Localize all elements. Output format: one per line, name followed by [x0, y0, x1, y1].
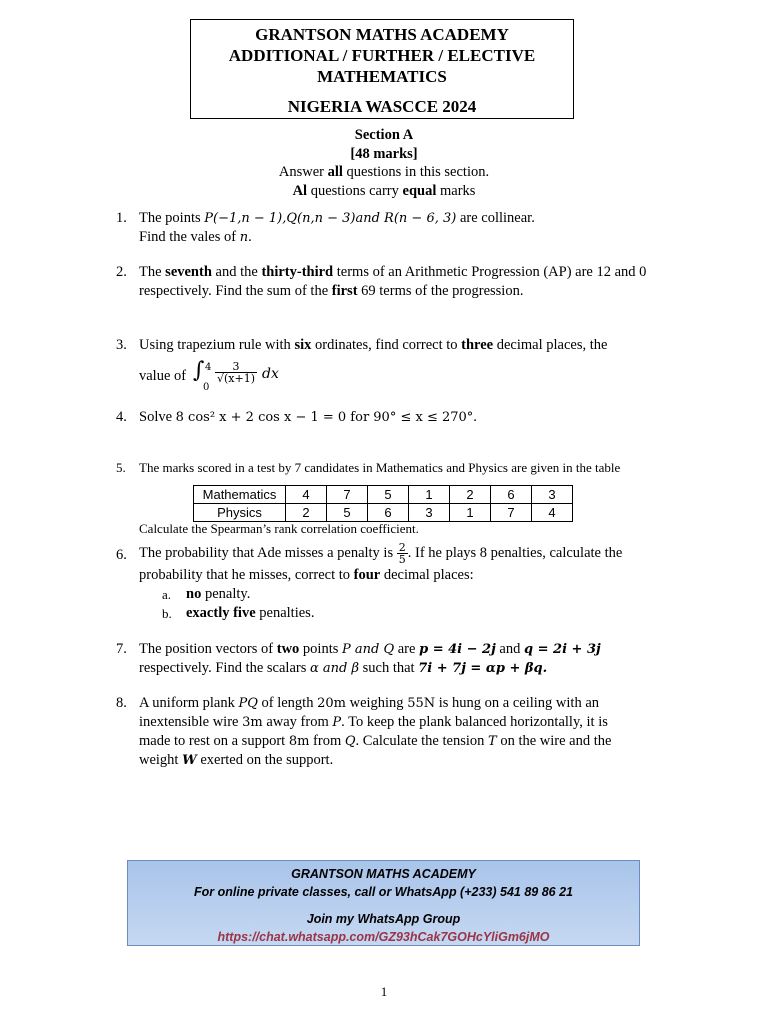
question-number: 8. — [116, 695, 127, 711]
section-marks: [48 marks] — [350, 145, 418, 162]
table-cell: 5 — [368, 486, 409, 504]
footer-academy: GRANTSON MATHS ACADEMY — [291, 867, 476, 881]
question-8: 8. A uniform plank PQ of length 20m weighing 55N is hung on a ceiling with an inextensible wire 3m away from P. To keep the plank balanced horizontally, it is made to rest on a support 8m from Q. Calculate the tension T on the wire and the weight W exerted on the support. — [116, 695, 612, 768]
table-cell: 6 — [491, 486, 532, 504]
spearman-instruction: Calculate the Spearman’s rank correlation coefficient. — [139, 521, 419, 536]
table-row — [194, 486, 573, 504]
question-number: 4. — [116, 409, 127, 425]
question-number: 6. — [116, 547, 127, 563]
footer-contact: For online private classes, call or WhatsApp (+233) 541 89 86 21 — [194, 885, 573, 899]
instruction-2: Al questions carry equal marks — [292, 182, 476, 199]
probability-fraction: $\frac{2}{5}$ — [398, 541, 406, 567]
table-cell: 1 — [409, 486, 450, 504]
scores-table-wrap — [193, 485, 573, 522]
section-title: Section A — [354, 127, 414, 143]
integral-sign: ∫ — [193, 358, 205, 383]
subject-line-2: MATHEMATICS — [317, 67, 447, 86]
integrand-fraction: $\frac{3}{√(x+1)}$ — [217, 360, 256, 385]
footer-join: Join my WhatsApp Group — [306, 912, 461, 926]
row-label: Mathematics — [194, 486, 286, 504]
table-cell: 7 — [327, 486, 368, 504]
table-cell: 3 — [409, 504, 450, 522]
page-number: 1 — [380, 984, 388, 999]
question-number: 1. — [116, 210, 127, 226]
part-b: b. exactly five penalties. — [162, 605, 315, 621]
table-cell: 7 — [491, 504, 532, 522]
integral-expression: value of ∫ 4 0 $\frac{3}{√(x+1)}$ dx — [139, 358, 279, 393]
table-cell: 2 — [286, 504, 327, 522]
table-cell: 4 — [286, 486, 327, 504]
row-label: Physics — [194, 504, 286, 522]
footer-banner — [127, 860, 640, 946]
title-box — [190, 19, 574, 119]
question-2: 2. The seventh and the thirty-third terms of an Arithmetic Progression (AP) are 12 and 0 respectively. Find the sum of the first 69 terms of the progression. — [116, 264, 647, 299]
question-6: 6. The probability that Ade misses a penalty is $\frac{2}{5}$ . If he plays 8 penalties, calculate the probability that he misses, correct to four decimal places: a. no penalty. b. exactly five penalties. — [116, 540, 676, 623]
question-1: 1. The points P(−1,n − 1),Q(n,n − 3)and R(n − 6, 3) are collinear. Find the vales of n. — [116, 210, 535, 245]
question-5 — [116, 458, 686, 477]
question-number: 2. — [116, 264, 127, 280]
question-5-text: The marks scored in a test by 7 candidates in Mathematics and Physics are given in the table — [139, 460, 621, 475]
trig-equation: 8 cos² x + 2 cos x − 1 = 0 for 90° ≤ x ≤ 270° — [175, 410, 474, 425]
table-cell: 1 — [450, 504, 491, 522]
table-cell: 4 — [532, 504, 573, 522]
table-row — [194, 504, 573, 522]
question-number: 5. — [116, 460, 126, 475]
table-cell: 6 — [368, 504, 409, 522]
scores-table — [193, 485, 573, 522]
points-expression: P(−1,n − 1),Q(n,n − 3)and R(n − 6, 3) — [204, 211, 457, 226]
section-heading — [0, 126, 768, 200]
academy-name: GRANTSON MATHS ACADEMY — [255, 25, 509, 44]
table-cell: 3 — [532, 486, 573, 504]
table-cell: 5 — [327, 504, 368, 522]
part-a: a. no penalty. — [162, 586, 251, 602]
whatsapp-group-link[interactable]: https://chat.whatsapp.com/GZ93hCak7GOHcYliGm6jMO — [217, 930, 550, 944]
question-7: 7. The position vectors of two points P and Q are p = 4i − 2j and q = 2i + 3j respectively. Find the scalars α and β such that 7i + 7j = αp + βq. — [116, 641, 601, 676]
question-number: 3. — [116, 337, 127, 353]
subject-line-1: ADDITIONAL / FURTHER / ELECTIVE — [228, 46, 536, 65]
instruction-1: Answer all questions in this section. — [278, 164, 490, 180]
question-3: 3. Using trapezium rule with six ordinates, find correct to three decimal places, the value of ∫ 4 0 $\frac{3}{√(x+1)}$ dx — [116, 336, 676, 391]
question-4: 4. Solve 8 cos² x + 2 cos x − 1 = 0 for 90° ≤ x ≤ 270°. — [116, 409, 477, 425]
question-number: 7. — [116, 641, 127, 657]
table-cell: 2 — [450, 486, 491, 504]
exam-title: NIGERIA WASCCE 2024 — [287, 97, 477, 116]
